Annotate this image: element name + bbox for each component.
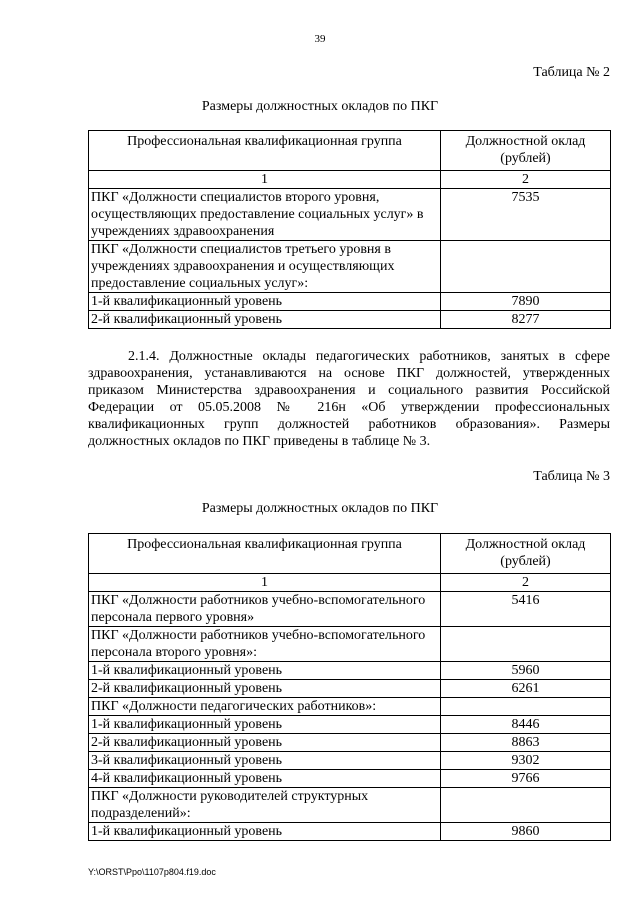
table-2 [88,130,611,329]
table-3-label: Таблица № 3 [533,469,610,484]
table-2-header-row [89,131,611,171]
table-row [89,716,611,734]
salary-value: 7535 [441,189,611,241]
table-row [89,734,611,752]
table-row [89,698,611,716]
group-name: 1-й квалификационный уровень [89,293,441,311]
table-3-column-number-row [89,574,611,592]
column-number: 1 [89,171,441,189]
salary-value: 9766 [441,770,611,788]
table-2-header-salary: Должностной оклад (рублей) [441,131,611,171]
group-name: 1-й квалификационный уровень [89,662,441,680]
salary-value [441,627,611,662]
table-row [89,788,611,823]
salary-value: 9302 [441,752,611,770]
table-3-title: Размеры должностных окладов по ПКГ [201,501,439,516]
salary-value [441,788,611,823]
salary-value: 5960 [441,662,611,680]
page-number: 39 [314,33,326,45]
salary-value: 7890 [441,293,611,311]
table-row [89,770,611,788]
group-name: ПКГ «Должности работников учебно-вспомогательного персонала первого уровня» [89,592,441,627]
table-3 [88,533,611,841]
group-name: ПКГ «Должности педагогических работников»: [89,698,441,716]
group-name: 3-й квалификационный уровень [89,752,441,770]
table-row [89,823,611,841]
table-2-title: Размеры должностных окладов по ПКГ [201,99,439,114]
table-row [89,627,611,662]
salary-value: 6261 [441,680,611,698]
table-2-header-group: Профессиональная квалификационная группа [89,131,441,171]
salary-value: 9860 [441,823,611,841]
table-2-column-number-row [89,171,611,189]
salary-value [441,241,611,293]
group-name: 2-й квалификационный уровень [89,734,441,752]
table-row [89,293,611,311]
table-row [89,311,611,329]
table-2-label: Таблица № 2 [533,65,610,80]
salary-value: 8863 [441,734,611,752]
salary-value: 8446 [441,716,611,734]
table-row [89,662,611,680]
column-number: 2 [441,171,611,189]
group-name: ПКГ «Должности руководителей структурных подразделений»: [89,788,441,823]
table-row [89,752,611,770]
table-row [89,189,611,241]
group-name: 1-й квалификационный уровень [89,716,441,734]
group-name: 4-й квалификационный уровень [89,770,441,788]
file-path-footer: Y:\ORST\Ppo\1107p804.f19.doc [88,867,216,877]
table-3-header-group: Профессиональная квалификационная группа [89,534,441,574]
table-row [89,592,611,627]
group-name: ПКГ «Должности работников учебно-вспомогательного персонала второго уровня»: [89,627,441,662]
group-name: 1-й квалификационный уровень [89,823,441,841]
group-name: ПКГ «Должности специалистов третьего уровня в учреждениях здравоохранения и осуществляющих предоставление социальных услуг»: [89,241,441,293]
table-row [89,241,611,293]
column-number: 2 [441,574,611,592]
salary-value [441,698,611,716]
salary-value: 8277 [441,311,611,329]
salary-value: 5416 [441,592,611,627]
group-name: 2-й квалификационный уровень [89,680,441,698]
group-name: 2-й квалификационный уровень [89,311,441,329]
column-number: 1 [89,574,441,592]
table-row [89,680,611,698]
table-3-header-salary: Должностной оклад (рублей) [441,534,611,574]
body-paragraph: 2.1.4. Должностные оклады педагогических работников, занятых в сфере здравоохранения, устанавливаются на основе ПКГ должностей, утвержденных приказом Министерства здравоохранения и социального развития Российской Федерации от 05.05.2008 № 216н «Об утверждении профессиональных квалификационных групп должностей работников образования». Размеры должностных окладов по ПКГ приведены в таблице № 3. [88,349,610,449]
group-name: ПКГ «Должности специалистов второго уровня, осуществляющих предоставление социальных услуг» в учреждениях здравоохранения [89,189,441,241]
table-3-header-row [89,534,611,574]
